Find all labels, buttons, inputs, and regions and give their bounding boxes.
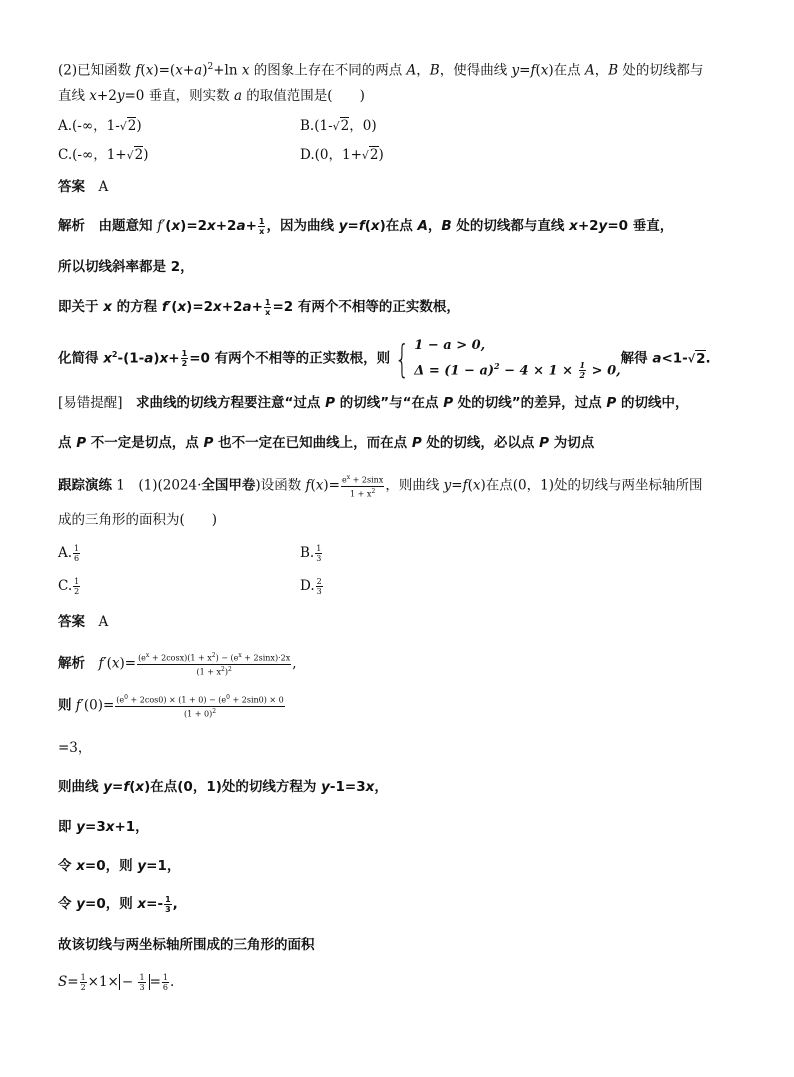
practice-option-d: D. $\frac{2}{3}$ — [300, 577, 322, 596]
practice-option-b: B. $\frac{1}{3}$ — [300, 544, 322, 563]
practice-answer: 答案 A — [58, 614, 109, 630]
q2-stem-line1: (2)已知函数 $f(x)=(x+a)^2+\ln$ x 的图象上存在不同的两点 A，B，使得曲线 y=f(x)在点 A，B 处的切线都与 — [58, 62, 704, 79]
q2-stem-line2: 直线 x+2y=0 垂直，则实数 a 的取值范围是( ) — [58, 88, 365, 104]
q2-answer: 答案 A — [58, 179, 109, 195]
q2-analysis-line3: 即关于 x 的方程 f′(x)=2x+2a+ $\frac{1}{x}$ =2 有两个不相等的正实数根， — [58, 297, 460, 317]
q2-tip-line2: 点 P 不一定是切点，点 P 也不一定在已知曲线上，而在点 P 处的切线，必以点 P 为切点 — [58, 435, 595, 451]
practice-let-x0: 令 x=0，则 y=1， — [58, 858, 181, 874]
practice-area: S= $\frac{1}{2}$ ×1× − $\frac{1}{3}$ = $\frac{1}{6}$ . — [58, 973, 175, 992]
q2-analysis-line1: 解析 由题意知 f′(x)=2x+2a+ $\frac{1}{x}$ ，因为曲线 y=f(x)在点 A，B 处的切线都与直线 x+2y=0 垂直， — [58, 216, 674, 236]
q2-tip-line1: [易错提醒] 求曲线的切线方程要注意“过点 P 的切线”与“在点 P 处的切线”的差异，过点 P 的切线中， — [58, 395, 689, 411]
practice-stem-line1: 跟踪演练 1 (1)(2024·全国甲卷)设函数 f(x)= $\frac{e^x + 2\sin x}{1 + x^2}$ ，则曲线 y=f(x)在点(0，1)处的切线与两坐标轴所围 — [58, 474, 703, 499]
practice-conclusion: 故该切线与两坐标轴所围成的三角形的面积 — [58, 937, 315, 953]
practice-ji: 即 y=3x+1， — [58, 819, 149, 835]
practice-eq3: =3， — [58, 740, 92, 756]
q2-option-c: C.(-∞，1+√2) — [58, 147, 149, 163]
practice-f0: 则 f′(0)= $\frac{(e^0 + 2\cos 0) \times (1 + 0) - (e^0 + 2\sin 0) \times 0}{(1 + 0)^2}$ — [58, 694, 284, 719]
practice-derivative: 解析 f′(x)= $\frac{(e^x + 2\cos x)(1 + x^2) - (e^x + 2\sin x)\cdot 2x}{(1 + x^2)^2}$ , — [58, 652, 297, 677]
practice-stem-line2: 成的三角形的面积为( ) — [58, 512, 218, 528]
practice-option-c: C. $\frac{1}{2}$ — [58, 577, 80, 596]
q2-option-a: A.(-∞，1-√2) — [58, 118, 142, 134]
q2-analysis-line2: 所以切线斜率都是 2， — [58, 259, 194, 275]
practice-option-a: A. $\frac{1}{6}$ — [58, 544, 80, 563]
q2-option-b: B.(1-√2，0) — [300, 118, 377, 134]
q2-option-d: D.(0，1+√2) — [300, 147, 384, 163]
q2-analysis-line4: 化简得 $x^2-(1-a)x+$ $\frac{1}{2}$ =0 有两个不相等的正实数根，则 { 1 − a > 0, $\Delta = (1 - a)^2 - 4 \times 1$ × $\frac{1}{2}$ > 0, 解得 a<1-√2. — [58, 336, 711, 381]
practice-tangent: 则曲线 y=f(x)在点(0，1)处的切线方程为 y-1=3x， — [58, 779, 388, 795]
practice-let-y0: 令 y=0，则 x=- $\frac{1}{3}$ , — [58, 894, 178, 914]
